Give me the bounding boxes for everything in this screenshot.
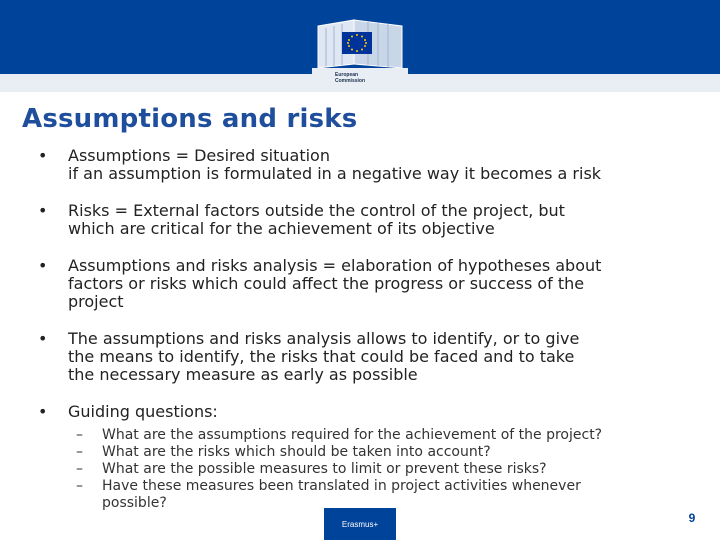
sub-item xyxy=(68,427,698,444)
sub-line: Have these measures been translated in project activities whenever xyxy=(102,478,581,494)
bullet-item xyxy=(28,202,698,238)
bullet-item xyxy=(28,403,698,512)
sub-line: What are the assumptions required for the achievement of the project? xyxy=(102,427,603,443)
bullet-dot-icon: • xyxy=(38,402,48,421)
page-number: 9 xyxy=(688,511,696,525)
sub-item xyxy=(68,444,698,461)
bullet-dot-icon: • xyxy=(38,146,48,165)
sub-line: possible? xyxy=(102,495,167,511)
bullet-item xyxy=(28,257,698,311)
bullet-line: factors or risks which could affect the progress or success of the xyxy=(68,274,585,293)
dash-icon: – xyxy=(76,478,83,494)
bullet-line: Assumptions = Desired situation xyxy=(68,146,330,165)
bullet-dot-icon: • xyxy=(38,256,48,275)
bullet-line: Guiding questions: xyxy=(68,402,218,421)
bullet-line: project xyxy=(68,292,124,311)
bullet-list xyxy=(28,147,698,531)
sub-item xyxy=(68,478,698,512)
dash-icon: – xyxy=(76,444,83,460)
logo-text-line1: European xyxy=(335,72,359,78)
bullet-line: Risks = External factors outside the control of the project, but xyxy=(68,201,565,220)
bullet-item xyxy=(28,147,698,183)
bullet-line: The assumptions and risks analysis allows to identify, or to give xyxy=(68,329,580,348)
bullet-dot-icon: • xyxy=(38,201,48,220)
bullet-line: which are critical for the achievement of its objective xyxy=(68,219,495,238)
sub-line: What are the possible measures to limit or prevent these risks? xyxy=(102,461,547,477)
erasmus-badge: Erasmus+ xyxy=(324,508,396,540)
bullet-line: the means to identify, the risks that could be faced and to take xyxy=(68,347,575,366)
sub-line: What are the risks which should be taken into account? xyxy=(102,444,491,460)
page-title: Assumptions and risks xyxy=(22,104,358,134)
dash-icon: – xyxy=(76,461,83,477)
bullet-line: if an assumption is formulated in a negative way it becomes a risk xyxy=(68,164,602,183)
bullet-item xyxy=(28,330,698,384)
bullet-dot-icon: • xyxy=(38,329,48,348)
logo-text xyxy=(335,72,395,84)
bullet-line: the necessary measure as early as possible xyxy=(68,365,418,384)
bullet-line: Assumptions and risks analysis = elaboration of hypotheses about xyxy=(68,256,602,275)
sub-item xyxy=(68,461,698,478)
sub-list xyxy=(68,427,698,512)
logo-text-line2: Commission xyxy=(335,78,366,84)
dash-icon: – xyxy=(76,427,83,443)
